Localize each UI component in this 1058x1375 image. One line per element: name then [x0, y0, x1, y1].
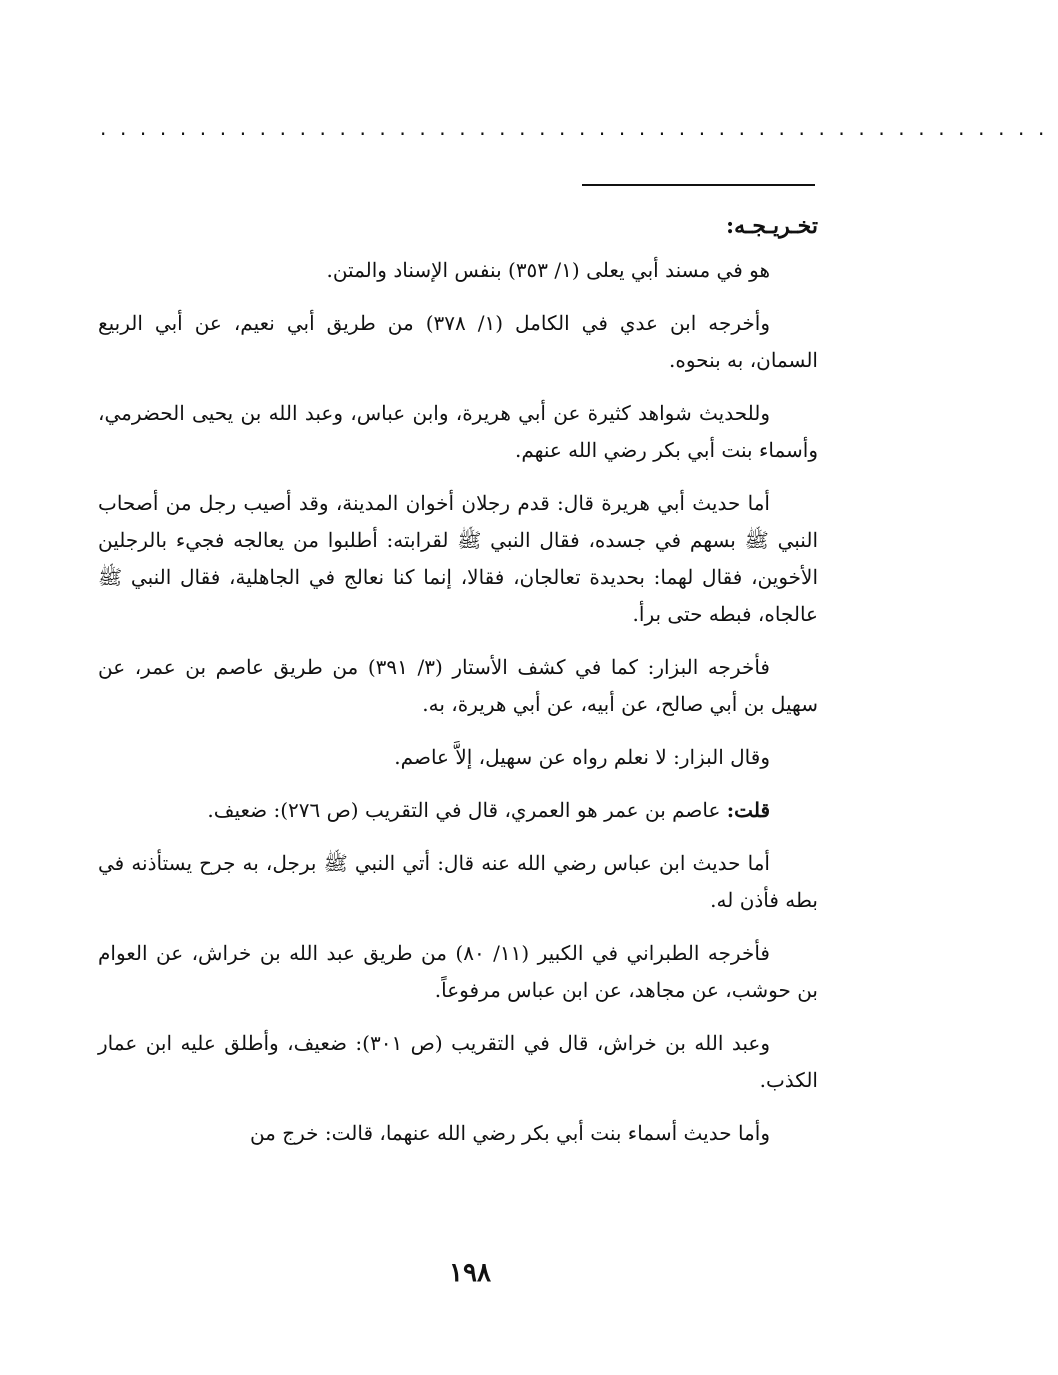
text-body: [98, 208, 818, 1168]
paragraph-text: وقال البزار: لا نعلم رواه عن سهيل، إلاَّ عاصم.: [394, 745, 770, 769]
paragraph: [98, 252, 818, 289]
paragraph-text: أما حديث ابن عباس رضي الله عنه قال: أتي النبي ﷺ برجل، به جرح يستأذنه في بطه فأذن له.: [98, 851, 818, 912]
heading-rule: [582, 184, 815, 186]
paragraph: [98, 1025, 818, 1099]
paragraph: [98, 649, 818, 723]
paragraph-text: وللحديث شواهد كثيرة عن أبي هريرة، وابن عباس، وعبد الله بن يحيى الحضرمي، وأسماء بنت أبي بكر رضي الله عنهم.: [98, 401, 818, 462]
paragraph-text: هو في مسند أبي يعلى (١/ ٣٥٣) بنفس الإسناد والمتن.: [326, 258, 770, 282]
paragraph-text: أما حديث أبي هريرة قال: قدم رجلان أخوان المدينة، وقد أصيب رجل من أصحاب النبي ﷺ بسهم في جسده، فقال النبي ﷺ لقرابته: أطلبوا من يعالجه فجيء بالرجلين الأخوين، فقال لهما: بحديدة تعالجان، فقالا، إنما كنا نعالج في الجاهلية، فقال النبي ﷺ عالجاه، فبطه حتى برأ.: [98, 491, 818, 626]
paragraph: [98, 739, 818, 776]
section-heading: تخـريـجـه:: [725, 213, 818, 239]
paragraph-text: وأما حديث أسماء بنت أبي بكر رضي الله عنهما، قالت: خرج من: [249, 1121, 770, 1145]
paragraph-text: وعبد الله بن خراش، قال في التقريب (ص ٣٠١): ضعيف، وأطلق عليه ابن عمار الكذب.: [98, 1031, 818, 1092]
paragraph: [98, 1115, 818, 1152]
paragraph-text: فأخرجه البزار: كما في كشف الأستار (٣/ ٣٩١) من طريق عاصم بن عمر، عن سهيل بن أبي صالح، عن أبيه، عن أبي هريرة، به.: [98, 655, 818, 716]
paragraph: [98, 485, 818, 633]
paragraph: [98, 792, 818, 829]
page-number: ١٩٨: [449, 1258, 491, 1288]
paragraph-lead: قلت:: [726, 798, 770, 822]
paragraph: [98, 935, 818, 1009]
paragraph: [98, 305, 818, 379]
dotted-separator: ................................................: [100, 116, 1058, 140]
paragraph-text: وأخرجه ابن عدي في الكامل (١/ ٣٧٨) من طريق أبي نعيم، عن أبي الربيع السمان، به بنحوه.: [98, 311, 818, 372]
paragraph: [98, 395, 818, 469]
paragraph-text: عاصم بن عمر هو العمري، قال في التقريب (ص ٢٧٦): ضعيف.: [207, 798, 727, 822]
paragraph: [98, 845, 818, 919]
paragraph-text: فأخرجه الطبراني في الكبير (١١/ ٨٠) من طريق عبد الله بن خراش، عن العوام بن حوشب، عن مجاهد، عن ابن عباس مرفوعاً.: [98, 941, 818, 1002]
